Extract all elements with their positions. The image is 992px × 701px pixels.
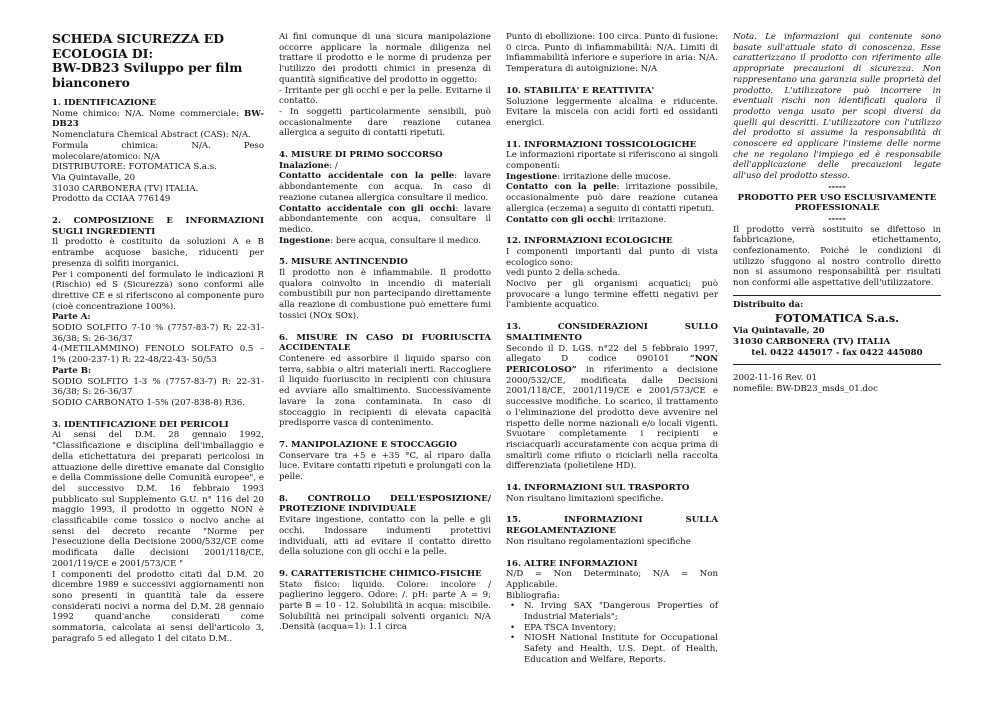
section-title: 15. INFORMAZIONI SULLA REGOLAMENTAZIONE bbox=[506, 515, 718, 537]
column-3 bbox=[506, 32, 718, 677]
professional-use-text: Il prodotto verrà sostituito se difettoso in fabbricazione, etichettamento, confezionamento. Poiché le condizioni di utilizzo sfuggono al nostro controllo diretto non si assumono responsabilità per risultati non conformi alle aspettative dell'utilizzatore. bbox=[733, 224, 941, 289]
distributor-name: FOTOMATICA S.a.s. bbox=[774, 310, 900, 325]
section-tossicologiche: 11. INFORMAZIONI TOSSICOLOGICHE Le informazioni riportate si riferiscono ai singoli componenti: Ingestione: irritazione delle mucose. Contatto con la pelle: irritazione possibile, occasionalmente può dare reazione cutanea allergica (eczema) a seguito di contatti ripetuti. Contatto con gli occhi: irritazione. bbox=[506, 139, 719, 225]
distributor-phone: tel. 0422 445017 - fax 0422 445080 bbox=[751, 347, 923, 358]
section-title: 12. INFORMAZIONI ECOLOGICHE bbox=[506, 236, 673, 247]
section-chimico-fisiche: 9. CARATTERISTICHE CHIMICO-FISICHE Stato fisico: liquido. Colore: incolore / paglierino leggero. Odore: /. pH: parte A = 9; parte B = 10 - 12. Solubilità in acqua: miscibile. Solubilità nei principali solventi organici: N/A .Densità (acqua=1): 1.1 circa bbox=[279, 568, 491, 633]
section-chimico-fisiche-cont: Punto di ebollizione: 100 circa. Punto di fusione: 0 circa. Punto di infiammabilità: N/A. Limiti di infiammabilità inferiore e superiore in aria: N/A. Temperatura di autoignizione: N/A bbox=[506, 32, 718, 75]
section-title: 4. MISURE DI PRIMO SOCCORSO bbox=[279, 150, 443, 161]
section-stabilita: 10. STABILITA' E REATTIVITA' Soluzione leggermente alcalina e riducente. Evitare la miscela con acidi forti ed ossidanti energici. bbox=[506, 85, 718, 128]
separator-dashes: ----- bbox=[828, 213, 846, 224]
list-item: • EPA TSCA Inventory; bbox=[524, 623, 718, 634]
section-smaltimento: 13. CONSIDERAZIONI SULLO SMALTIMENTO Secondo il D. LGS. n°22 del 5 febbraio 1997, allegato D codice 090101 “NON PERICOLOSO” in riferimento a decisione 2000/532/CE, modificata dalle Decisioni 2001/118/CE, 2001/119/CE e 2001/573/CE e successive modifiche. Lo scarico, il trattamento o l'eliminazione del prodotto deve avvenire nel rispetto delle norme nazionali e/o locali vigenti. Svuotare completamente i recipienti e risciacquarli accuratamente con acqua prima di smaltirli come rifiuto o riciclarli nella raccolta differenziata (polietilene HD). bbox=[506, 322, 718, 472]
revision-date: 2002-11-16 Rev. 01 bbox=[733, 373, 818, 384]
section-esposizione: 8. CONTROLLO DELL'ESPOSIZIONE/ PROTEZIONE INDIVIDUALE Evitare ingestione, contatto con la pelle e gli occhi. Indossare indumenti protettivi individuali, atti ad evitare il contatto diretto della soluzione con gli occhi e la pelle. bbox=[279, 493, 491, 558]
section-title: 8. CONTROLLO DELL'ESPOSIZIONE/ PROTEZIONE INDIVIDUALE bbox=[279, 493, 491, 515]
section-title: 13. CONSIDERAZIONI SULLO SMALTIMENTO bbox=[506, 322, 718, 343]
document-title: SCHEDA SICUREZZA ED ECOLOGIA DI: BW-DB23 Sviluppo per film bianconero bbox=[52, 31, 243, 90]
section-primo-soccorso: 4. MISURE DI PRIMO SOCCORSO Inalazione: / Contatto accidentale con la pelle: lavare abbondantemente con acqua. In caso di reazione cutanea allergica consultare il medico. Contatto accidentale con gli occhi: lavare abbondantemente con acqua, consultare il medico. Ingestione: bere acqua, consultare il medico. bbox=[279, 150, 492, 246]
section-altre-informazioni: 16. ALTRE INFORMAZIONI N/D = Non Determinato; N/A = Non Applicabile. Bibliografia: • N. Irving SAX "Dangerous Properties of Industrial Materials"; • EPA TSCA Inventory; • NIOSH National Institute for Occupational Safety and Health, U.S. Dept. of Health, Education and Welfare, Reports. bbox=[506, 559, 718, 666]
section-title: 7. MANIPOLAZIONE E STOCCAGGIO bbox=[279, 439, 458, 450]
section-antincendio: 5. MISURE ANTINCENDIO Il prodotto non è infiammabile. Il prodotto qualora coinvolto in incendio di materiali combustibili pur non partecipando direttamente alla reazione di combustione può emettere fumi tossici (NOx SOx). bbox=[279, 257, 491, 321]
section-title: 16. ALTRE INFORMAZIONI bbox=[506, 558, 638, 569]
section-title: 1. IDENTIFICAZIONE bbox=[52, 98, 157, 108]
section-fuoriuscita: 6. MISURE IN CASO DI FUORIUSCITA ACCIDENTALE Contenere ed assorbire il liquido sparso con terra, sabbia o altri materiali inerti. Raccogliere il liquido fuoriuscito in recipienti con chiusura ed avviare allo smaltimento. Successivamente lavare la zona contaminata. In caso di stoccaggio in recipienti di elevata capacità predisporre vasca di contenimento. bbox=[279, 332, 491, 429]
section-title: 3. IDENTIFICAZIONE DEI PERICOLI bbox=[52, 419, 229, 430]
file-name: nomefile: BW-DB23_msds_01.doc bbox=[733, 384, 878, 395]
section-composizione: 2. COMPOSIZIONE E INFORMAZIONI SUGLI INGREDIENTI Il prodotto è costituito da soluzioni A e B entrambe acquose basiche, riducenti per presenza di solfiti inorganici. Per i componenti del formulato le indicazioni R (Rischio) ed S (Sicurezza) sono conformi alle direttive CE e si riferiscono al componente puro (cioè concentrazione 100%). Parte A: SODIO SOLFITO 7-10 % (7757-83-7) R: 22-31-36/38; S: 26-36/37 4-(METILAMMINO) FENOLO SOLFATO 0.5 – 1% (200-237-1) R: 22-48/22-43- 50/53 Parte B: SODIO SOLFITO 1-3 % (7757-83-7) R: 22-31-36/38; S: 26-36/37 SODIO CARBONATO 1-5% (207-838-8) R36. bbox=[52, 216, 264, 408]
section-title: 5. MISURE ANTINCENDIO bbox=[279, 257, 408, 268]
column-1 bbox=[52, 32, 264, 655]
divider bbox=[733, 295, 941, 296]
section-manipolazione: 7. MANIPOLAZIONE E STOCCAGGIO Conservare tra +5 e +35 °C, al riparo dalla luce. Evitare contatti ripetuti e prolungati con la pelle. bbox=[279, 439, 491, 483]
professional-use-title: PRODOTTO PER USO ESCLUSIVAMENTE PROFESSIONALE bbox=[737, 192, 937, 214]
list-item: • N. Irving SAX "Dangerous Properties of Industrial Materials"; bbox=[524, 601, 718, 622]
section-trasporto: 14. INFORMAZIONI SUL TRASPORTO Non risultano limitazioni specifiche. bbox=[506, 483, 718, 504]
section-title: 2. COMPOSIZIONE E INFORMAZIONI SUGLI INGREDIENTI bbox=[52, 216, 264, 237]
column-4 bbox=[733, 32, 941, 395]
distributor-label: Distribuito da: bbox=[733, 299, 804, 310]
section-title: 10. STABILITA' E REATTIVITA' bbox=[506, 85, 655, 96]
distributor-block bbox=[733, 300, 941, 359]
distributor-address: Via Quintavalle, 20 bbox=[733, 326, 825, 337]
section-title: 14. INFORMAZIONI SUL TRASPORTO bbox=[506, 483, 690, 494]
section-ecologiche: 12. INFORMAZIONI ECOLOGICHE I componenti importanti dal punto di vista ecologico sono: vedi punto 2 della scheda. Nocivo per gli organismi acquatici; può provocare a lungo termine effetti negativi per l'ambiente acquatico. bbox=[506, 236, 718, 311]
section-pericoli: 3. IDENTIFICAZIONE DEI PERICOLI Ai sensi del D.M. 28 gennaio 1992, "Classificazione e disciplina dell'imballaggio e della etichettatura dei preparati pericolosi in attuazione delle direttive emanate dal Consiglio e della Commissione delle Comunità europee", e del successivo D.M. 16 febbraio 1993 pubblicato sul Supplemento G.U. n° 116 del 20 maggio 1993, il prodotto in oggetto NON è classificabile come tossico o nocivo anche ai sensi del decreto recante "Norme per l'esecuzione della Decisione 2000/532/CE come modificata dalle decisioni 2001/118/CE, 2001/119/CE e 2001/573/CE " I componenti del prodotto citati dal D.M. 20 dicembre 1989 e successivi aggiornamenti non sono presenti in quantità tale da essere considerati nocivi a norma del D.M. 28 gennaio 1992 quand'anche considerati come sommatoria, calcolata ai sensi dell'articolo 3, paragrafo 5 ed allegato 1 del citato D.M.. bbox=[52, 419, 264, 644]
section-title: 11. INFORMAZIONI TOSSICOLOGICHE bbox=[506, 139, 697, 150]
column-2 bbox=[279, 32, 491, 644]
section-pericoli-cont: Ai fini comunque di una sicura manipolazione occorre applicare la normale diligenza nel trattare il prodotto e le norme di prudenza per l'utilizzo dei prodotti chimici in presenza di quantità significative del prodotto in oggetto: - Irritante per gli occhi e per la pelle. Evitarne il contatto. - In soggetti particolarmente sensibili, può occasionalmente dare reazione cutanea allergica a seguito di contatti ripetuti. bbox=[279, 32, 491, 139]
section-title: 9. CARATTERISTICHE CHIMICO-FISICHE bbox=[279, 568, 482, 579]
section-identificazione: 1. IDENTIFICAZIONE Nome chimico: N/A. Nome commerciale: BW-DB23 Nomenclatura Chemical Abstract (CAS): N/A. Formula chimica: N/A. Peso molecolare/atomico: N/A DISTRIBUTORE: FOTOMATICA S.a.s. Via Quintavalle, 20 31030 CARBONERA (TV) ITALIA. Prodotto da CCIAA 776149 bbox=[52, 98, 264, 205]
section-title: 6. MISURE IN CASO DI FUORIUSCITA ACCIDENTALE bbox=[279, 332, 491, 354]
disclaimer-note: Nota. Le informazioni qui contenute sono basate sull'attuale stato di conoscenza. Esse caratterizzano il prodotto con riferimento alle appropriate precauzioni di sicurezza. Non rappresentano una garanzia sulle proprietà del prodotto. L'utilizzatore può incorrere in eventuali rischi non identificati qualora il prodotto venga usato per scopi diversi da quelli qui descritti. L'utilizzatore con l'utilizzo del prodotto si assume la responsabilità di conoscere ed applicare l'insieme delle norme che ne regolano l'impiego ed è responsabile dell'applicazione delle precauzioni legate all'uso del prodotto stesso. bbox=[733, 32, 941, 182]
divider bbox=[733, 364, 941, 365]
list-item: • NIOSH National Institute for Occupational Safety and Health, U.S. Dept. of Health, Education and Welfare, Reports. bbox=[524, 633, 718, 665]
section-regolamentazione: 15. INFORMAZIONI SULLA REGOLAMENTAZIONE Non risultano regolamentazioni specifiche bbox=[506, 515, 718, 547]
distributor-city: 31030 CARBONERA (TV) ITALIA bbox=[733, 336, 891, 347]
bibliography-list bbox=[506, 601, 718, 665]
separator-dashes: ----- bbox=[828, 181, 846, 192]
